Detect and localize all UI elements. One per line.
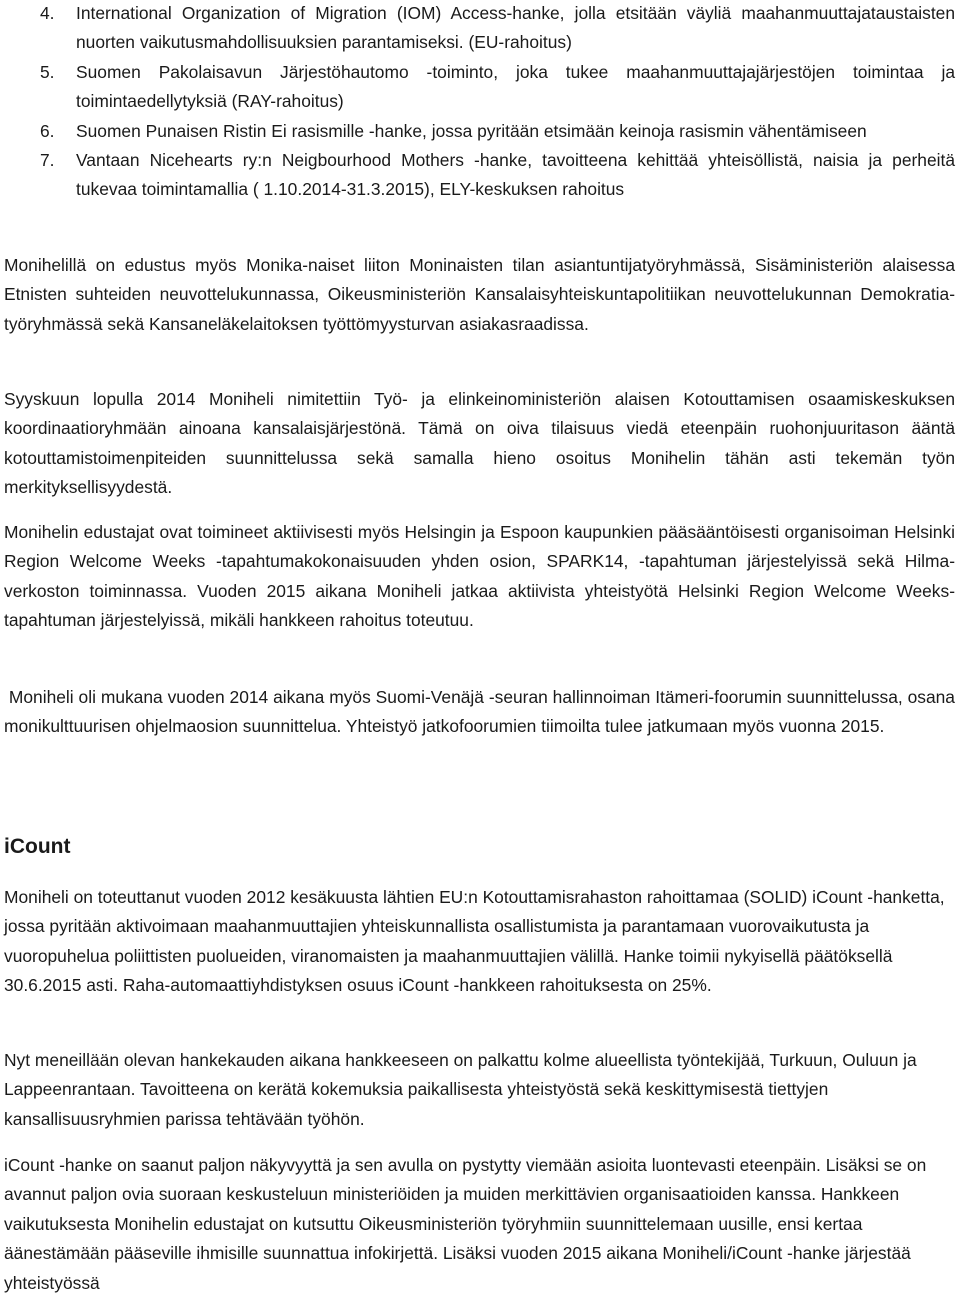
list-item-number: 5. [40, 61, 55, 82]
list-item [0, 0, 955, 58]
list-item [0, 117, 955, 146]
paragraph-baltic-forum: Moniheli oli mukana vuoden 2014 aikana myös Suomi-Venäjä -seuran hallinnoiman Itämeri-foorumin suunnittelussa, osana monikulttuurisen ohjelmaosion suunnittelua. Yhteistyö jatkofoorumien tiimoilta tulee jatkumaan myös vuonna 2015. [4, 687, 960, 737]
list-item-text: Vantaan Nicehearts ry:n Neigbourhood Mothers -hanke, tavoitteena kehittää yhteisöllistä, naisia ja perheitä tukevaa toimintamallia ( 1.10.2014-31.3.2015), ELY-keskuksen rahoitus [76, 150, 955, 200]
project-list [0, 0, 955, 205]
list-item-number: 7. [40, 150, 55, 171]
list-item-number: 4. [40, 3, 55, 23]
list-item-text: Suomen Punaisen Ristin Ei rasismille -hanke, jossa pyritään etsimään keinoja rasismin vähentämiseen [76, 120, 867, 141]
list-item-number: 6. [40, 120, 55, 141]
paragraph-representation: Monihelillä on edustus myös Monika-naiset liiton Moninaisten tilan asiantuntijatyöryhmässä, Sisäministeriön alaisessa Etnisten suhteiden neuvottelukunnassa, Oikeusministeriön Kansalaisyhteiskuntapolitiikan neuvottelukunnan Demokratia-työryhmässä sekä Kansaneläkelaitoksen työttömyysturvan asiakasraadissa. [4, 255, 955, 334]
paragraph-welcome-weeks: Monihelin edustajat ovat toimineet aktiivisesti myös Helsingin ja Espoon kaupunkien pääsääntöisesti organisoiman Helsinki Region Welcome Weeks -tapahtumakokonaisuuden yhden osion, SPARK14, -tapahtuman järjestelyissä sekä Hilma-verkoston toiminnassa. Vuoden 2015 aikana Moniheli jatkaa aktiivista yhteistyötä Helsinki Region Welcome Weeks- tapahtuman järjestelyissä, mikäli hankkeen rahoitus toteutuu. [4, 522, 955, 631]
list-item [0, 146, 955, 205]
paragraph-coordination-group: Syyskuun lopulla 2014 Moniheli nimitettiin Työ- ja elinkeinoministeriön alaisen Kotouttamisen osaamiskeskuksen koordinaatioryhmään ainoana kansalaisjärjestönä. Tämä on oiva tilaisuus viedä eteenpäin ruohonjuuritason ääntä kotouttamistoimenpiteiden suunnittelussa sekä samalla hieno osoitus Monihelin tähän asti tekemän työn merkityksellisyydestä. [4, 389, 955, 498]
list-item [0, 58, 955, 117]
list-item-text: International Organization of Migration (IOM) Access-hanke, jolla etsitään väyliä maahanmuuttajataustaisten nuorten vaikutusmahdollisuuksien parantamiseksi. (EU-rahoitus) [76, 3, 955, 53]
list-item-text: Suomen Pakolaisavun Järjestöhautomo -toiminto, joka tukee maahanmuuttajajärjestöjen toimintaa ja toimintaedellytyksiä (RAY-rahoitus) [76, 61, 955, 112]
section-heading-icount: iCount [4, 835, 71, 858]
paragraph-icount-workers: Nyt meneillään olevan hankekauden aikana hankkeeseen on palkattu kolme alueellista työntekijää, Turkuun, Ouluun ja Lappeenrantaan. Tavoitteena on kerätä kokemuksia paikallisesta yhteistyöstä sekä keskittymisestä tiettyjen kansallisuusryhmien parissa tehtävään työhön. [4, 1050, 917, 1129]
paragraph-icount-visibility: iCount -hanke on saanut paljon näkyvyyttä ja sen avulla on pystytty viemään asioita luontevasti eteenpäin. Lisäksi se on avannut paljon ovia suoraan keskusteluun ministeriöiden ja muiden merkittävien organisaatioiden kanssa. Hankkeen vaikutuksesta Monihelin edustajat on kutsuttu Oikeusministeriön työryhmiin suunnittelemaan uusille, ensi kertaa äänestämään pääseville ihmisille suunnattua infokirjettä. Lisäksi vuoden 2015 aikana Moniheli/iCount -hanke järjestää yhteistyössä [4, 1155, 927, 1293]
paragraph-icount-intro: Moniheli on toteuttanut vuoden 2012 kesäkuusta lähtien EU:n Kotouttamisrahaston rahoittamaa (SOLID) iCount -hanketta, jossa pyritään aktivoimaan maahanmuuttajien yhteiskunnallista osallistumista ja parantamaan vuorovaikutusta ja vuoropuhelua poliittisten puolueiden, viranomaisten ja maahanmuuttajien välillä. Hanke toimii nykyisellä päätöksellä 30.6.2015 asti. Raha-automaattiyhdistyksen osuus iCount -hankkeen rahoituksesta on 25%. [4, 887, 945, 996]
